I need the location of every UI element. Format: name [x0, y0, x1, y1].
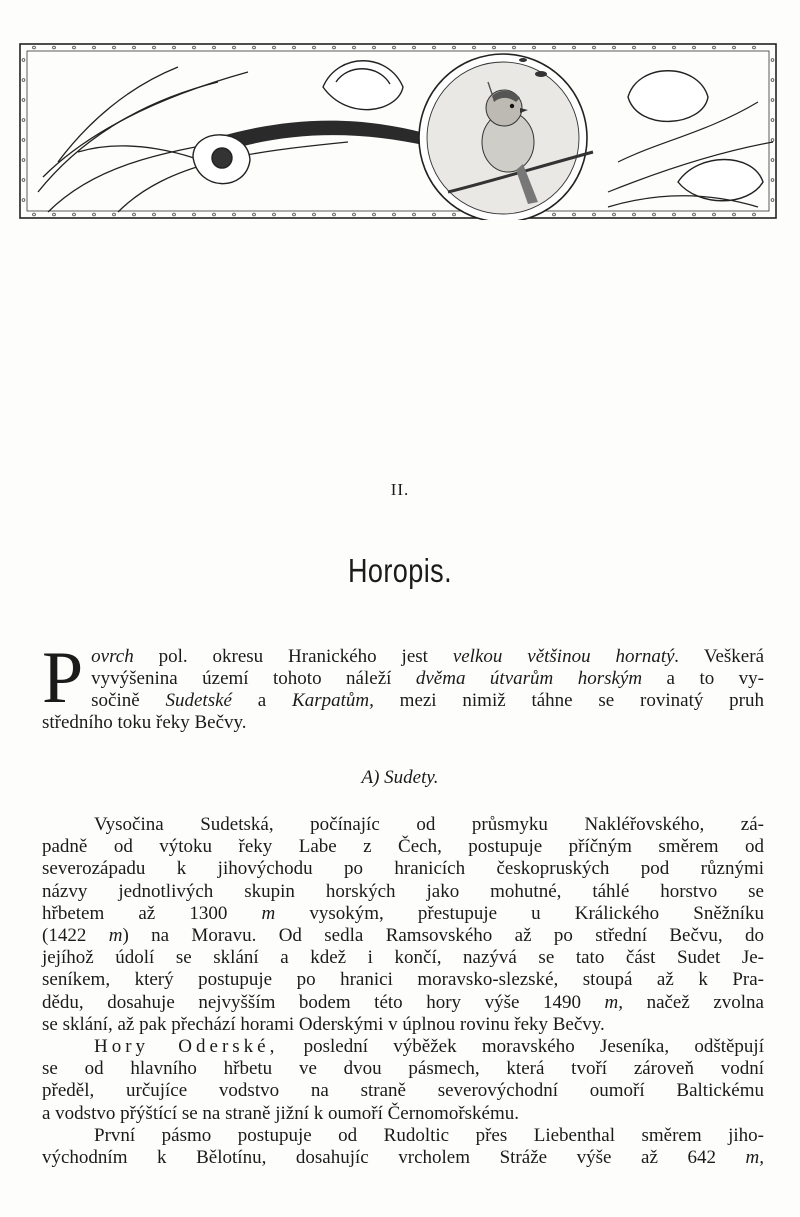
- text-line: [42, 836, 764, 858]
- text-line: [42, 668, 764, 690]
- italic-run: m,: [604, 991, 624, 1013]
- text-run: ) na Moravu. Od sedla Ramsovského až po střední Bečvu, do: [122, 925, 765, 947]
- text-run: východním k Bělotínu, dosahujíc vrcholem Stráže výše až 642: [42, 1147, 746, 1169]
- text-line: [42, 646, 764, 668]
- text-run: středního toku řeky Bečvy.: [42, 712, 247, 733]
- chapter-number: II.: [390, 480, 410, 499]
- text-run: hřbetem až 1300: [42, 902, 262, 924]
- text-line: [42, 1125, 764, 1147]
- text-run: Vysočina Sudetská, počínajíc od průsmyku Nakléřovského, zá-: [94, 814, 764, 835]
- text-run: Veškerá: [679, 646, 764, 667]
- text-line: [42, 858, 764, 880]
- text-run: názvy jednotlivých skupin horských jako mohutné, táhlé horstvo se: [42, 880, 764, 902]
- ornamental-header-vignette: [18, 42, 778, 220]
- text-line: [42, 992, 764, 1014]
- text-run: se sklání, až pak přechází horami Oderskými v úplnou rovinu řeky Bečvy.: [42, 1013, 605, 1035]
- drop-cap: P: [42, 637, 84, 719]
- text-line: [42, 712, 764, 734]
- italic-run: dvěma útvarům horským: [415, 668, 643, 689]
- text-run: se od hlavního hřbetu ve dvou pásmech, která tvoří zároveň vodní: [42, 1058, 764, 1080]
- text-line: [42, 903, 764, 925]
- italic-run: Sudetské: [165, 690, 232, 711]
- italic-run: ovrch: [91, 646, 134, 667]
- text-line: [42, 969, 764, 991]
- text-run: severozápadu k jihovýchodu po hranicích českopruských pod různými: [42, 858, 764, 880]
- text-run: První pásmo postupuje od Rudoltic přes Liebenthal směrem jiho-: [94, 1124, 764, 1146]
- text-run: vysokým, přestupuje u Králického Sněžníku: [275, 902, 764, 924]
- body-paragraphs: [42, 814, 764, 1169]
- italic-run: m: [108, 925, 123, 947]
- italic-run: m,: [745, 1147, 764, 1169]
- text-line: [42, 690, 764, 712]
- text-run: načež zvolna: [623, 991, 764, 1013]
- intro-lines: [42, 637, 765, 734]
- text-run: mezi nimiž táhne se rovinatý pruh: [373, 690, 764, 711]
- text-run: dědu, dosahuje nejvyšším bodem této hory výše 1490: [42, 991, 605, 1013]
- text-run: poslední výběžek moravského Jeseníka, odštěpují: [278, 1036, 764, 1058]
- text-line: [42, 1147, 764, 1169]
- text-run: jejíhož údolí se sklání a kdež i končí, nazývá se tato část Sudet Je-: [42, 947, 764, 969]
- italic-run: Karpatům,: [292, 690, 374, 711]
- text-run: a to vy-: [642, 668, 765, 689]
- italic-run: m: [261, 902, 276, 924]
- text-line: [42, 1080, 764, 1102]
- text-run: Hory Oderské,: [94, 1036, 279, 1058]
- italic-run: velkou většinou hornatý.: [452, 646, 680, 667]
- text-run: pol. okresu Hranického jest: [133, 646, 453, 667]
- chapter-title: Horopis.: [347, 552, 453, 589]
- text-line: [42, 1058, 764, 1080]
- section-heading: A) Sudety.: [361, 767, 439, 788]
- text-line: [42, 1036, 764, 1058]
- text-line: [42, 947, 764, 969]
- text-run: seníkem, který postupuje po hranici moravsko-slezské, stoupá až k Pra-: [42, 969, 764, 991]
- text-run: předěl, určujíce vodstvo na straně severovýchodní oumoří Baltickému: [42, 1080, 764, 1102]
- text-line: [42, 1103, 764, 1125]
- text-run: padně od výtoku řeky Labe z Čech, postupuje příčným směrem od: [42, 836, 764, 858]
- text-line: [42, 1014, 764, 1036]
- intro-paragraph: [42, 637, 765, 734]
- text-line: [42, 925, 764, 947]
- text-run: a: [231, 690, 293, 711]
- text-line: [42, 881, 764, 903]
- ornament-illustration: [18, 42, 778, 220]
- text-run: vyvýšenina území tohoto náleží: [91, 668, 416, 689]
- text-run: (1422: [42, 925, 109, 947]
- text-run: sočině: [91, 690, 166, 711]
- text-run: a vodstvo přýštící se na straně jižní k oumoří Černomořskému.: [42, 1102, 520, 1124]
- text-line: [42, 814, 764, 836]
